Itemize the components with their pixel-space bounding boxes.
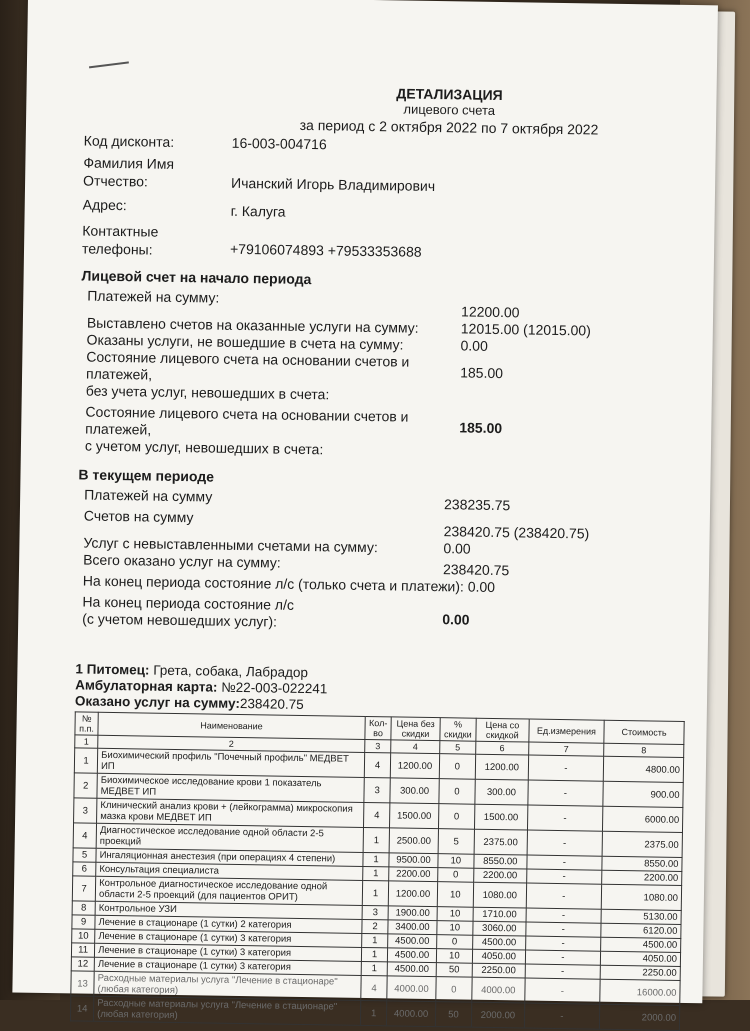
- table-cell-price: 300.00: [390, 778, 439, 804]
- current-payments-row: Платежей на сумму 238235.75: [84, 486, 511, 514]
- table-cell-unit: -: [526, 883, 602, 909]
- table-cell-price: 1200.00: [391, 753, 440, 779]
- table-cell-name: Клинический анализ крови + (лейкограмма) микроскопия мазка крови МЕДВЕТ ИП: [97, 798, 364, 827]
- table-cell-cost: 4050.00: [601, 951, 681, 966]
- start-state1-row: Состояние лицевого счета на основании счетов и платежей, без учета услуг, невошедших в счета: 185.00: [85, 348, 504, 403]
- table-cell-cost: 5130.00: [601, 909, 681, 924]
- current-uninvoiced-row: Услуг с невыставленными счетами на сумму: 0.00: [83, 534, 471, 557]
- table-cell-dprice: 4500.00: [473, 935, 526, 950]
- table-cell-n: 8: [72, 901, 95, 915]
- column-header: % скидки: [440, 718, 477, 742]
- table-cell-n: 6: [73, 862, 96, 876]
- pet-row: 1 Питомец: Грета, собака, Лабрадор: [75, 661, 309, 681]
- document-content: [70, 80, 695, 1030]
- column-number: 4: [391, 740, 439, 754]
- table-cell-price: 1500.00: [390, 803, 439, 829]
- table-cell-qty: 1: [362, 866, 389, 880]
- table-cell-qty: 1: [361, 933, 388, 947]
- table-cell-cost: 8550.00: [602, 856, 682, 871]
- table-cell-disc: 0: [439, 779, 476, 805]
- table-cell-n: 12: [71, 957, 94, 971]
- table-cell-unit: -: [527, 805, 603, 831]
- table-cell-n: 13: [71, 971, 94, 996]
- current-invoices-row: Счетов на сумму 238420.75 (238420.75): [83, 507, 590, 542]
- table-cell-name: Расходные материалы услуга "Лечение в стационаре" (любая категория): [94, 971, 361, 1000]
- current-end2-row: На конец периода состояние л/с (с учетом невошедших услуг): 0.00: [82, 593, 470, 630]
- table-cell-qty: 1: [361, 947, 388, 961]
- table-cell-price: 4500.00: [388, 948, 437, 963]
- table-cell-name: Контрольное диагностическое исследование одной области 2-5 проекций (для пациентов ОРИТ): [95, 876, 362, 905]
- table-cell-name: Консультация специалиста: [96, 862, 363, 880]
- document-period: за период с 2 октября 2022 по 7 октября 2022: [299, 116, 599, 138]
- table-cell-qty: 2: [362, 919, 389, 933]
- table-cell-dprice: 2200.00: [474, 868, 527, 883]
- table-cell-disc: 0: [437, 868, 474, 883]
- column-header: № п.п.: [75, 712, 98, 735]
- document-subtitle: лицевого счета: [403, 101, 496, 118]
- table-cell-unit: -: [528, 755, 604, 781]
- pen-mark: [89, 61, 129, 68]
- start-state2-row: Состояние лицевого счета на основании счетов и платежей, с учетом услуг, невошедших в счета: 185.00: [84, 403, 503, 458]
- column-header: Кол-во: [365, 716, 392, 739]
- table-cell-n: 1: [74, 748, 97, 773]
- table-cell-cost: 900.00: [603, 781, 683, 807]
- client-info: [82, 131, 694, 267]
- table-cell-price: 1200.00: [389, 881, 438, 907]
- table-cell-unit: -: [524, 1003, 600, 1029]
- table-cell-unit: -: [525, 936, 601, 951]
- column-header: Ед.измерения: [528, 719, 604, 743]
- table-cell-name: Лечение в стационаре (1 сутки) 3 категория: [94, 957, 361, 975]
- table-cell-dprice: 4050.00: [472, 949, 525, 964]
- table-cell-name: Биохимический профиль "Почечный профиль" МЕДВЕТ ИП: [97, 748, 364, 777]
- table-cell-name: Контрольное УЗИ: [95, 901, 362, 919]
- start-payments-row: Платежей на сумму: 12200.00: [87, 287, 520, 321]
- services-table: [70, 711, 685, 1031]
- document-page: [12, 0, 718, 1024]
- table-cell-qty: 1: [361, 961, 388, 975]
- table-cell-disc: 0: [436, 935, 473, 950]
- table-cell-disc: 10: [436, 921, 473, 936]
- table-cell-price: 3400.00: [388, 920, 437, 935]
- table-cell-disc: 50: [436, 963, 473, 978]
- table-cell-price: 4500.00: [388, 962, 437, 977]
- column-header: Цена без скидки: [391, 717, 440, 741]
- table-cell-dprice: 8550.00: [474, 854, 527, 869]
- current-end1-row: На конец периода состояние л/с (только счета и платежи): 0.00: [82, 572, 496, 595]
- table-cell-dprice: 1200.00: [475, 754, 528, 780]
- column-header: Наименование: [98, 712, 365, 739]
- table-cell-n: 3: [74, 798, 97, 823]
- discount-code-row: Код дисконта: 16-003-004716: [83, 132, 327, 153]
- table-cell-unit: -: [524, 978, 600, 1004]
- current-period-block: [76, 486, 688, 637]
- document-title: ДЕТАЛИЗАЦИЯ: [396, 85, 503, 104]
- table-cell-disc: 10: [436, 949, 473, 964]
- table-cell-cost: 2000.00: [600, 1004, 680, 1030]
- table-cell-unit: -: [526, 855, 602, 870]
- table-cell-disc: 50: [435, 1002, 472, 1028]
- table-cell-dprice: 3060.00: [473, 921, 526, 936]
- table-cell-price: 1900.00: [388, 906, 437, 921]
- table-cell-n: 14: [70, 996, 93, 1021]
- table-cell-disc: 10: [437, 907, 474, 922]
- table-cell-name: Биохимическое исследование крови 1 показатель МЕДВЕТ ИП: [97, 773, 364, 802]
- table-cell-dprice: 1500.00: [475, 804, 528, 830]
- column-number: 7: [528, 742, 604, 756]
- table-cell-unit: -: [525, 950, 601, 965]
- services-table-body: [70, 712, 684, 1031]
- table-cell-unit: -: [525, 964, 601, 979]
- table-cell-cost: 2200.00: [602, 870, 682, 885]
- services-sum-row: Оказано услуг на сумму:238420.75: [74, 693, 304, 712]
- table-cell-n: 4: [73, 823, 96, 848]
- table-cell-unit: -: [526, 908, 602, 923]
- table-cell-disc: 0: [439, 754, 476, 780]
- table-cell-disc: 10: [437, 882, 474, 908]
- table-cell-qty: 3: [364, 777, 391, 802]
- pet-info: [75, 661, 686, 719]
- table-cell-name: Ингаляционная анестезия (при операциях 4 степени): [96, 848, 363, 866]
- table-cell-price: 9500.00: [389, 853, 438, 868]
- client-name-row: Фамилия Имя Отчество: Ичанский Игорь Владимирович: [83, 154, 436, 194]
- column-number: 5: [439, 741, 476, 755]
- address-row: Адрес: г. Калуга: [82, 196, 286, 220]
- table-cell-n: 2: [74, 773, 97, 798]
- table-cell-qty: 4: [364, 752, 391, 777]
- column-header: Цена со скидкой: [476, 718, 529, 742]
- table-cell-disc: 0: [438, 804, 475, 830]
- table-cell-dprice: 300.00: [475, 779, 528, 805]
- table-cell-disc: 0: [435, 977, 472, 1003]
- start-period-block: [79, 287, 692, 464]
- table-cell-cost: 6120.00: [601, 923, 681, 938]
- start-invoiced-row: Выставлено счетов на оказанные услуги на сумму: 12015.00 (12015.00): [86, 314, 591, 339]
- start-not-invoiced-row: Оказаны услуги, не вошедшие в счета на сумму: 0.00: [86, 331, 488, 354]
- column-number: 2: [98, 735, 365, 752]
- table-cell-n: 11: [71, 943, 94, 957]
- table-cell-cost: 6000.00: [603, 806, 683, 832]
- table-cell-qty: 4: [361, 975, 388, 1000]
- table-cell-cost: 16000.00: [600, 979, 680, 1005]
- table-cell-disc: 10: [438, 854, 475, 869]
- table-cell-cost: 1080.00: [601, 884, 681, 910]
- table-cell-dprice: 1710.00: [473, 907, 526, 922]
- table-cell-name: Лечение в стационаре (1 сутки) 3 категория: [95, 929, 362, 947]
- table-cell-n: 7: [72, 876, 95, 901]
- table-cell-qty: 1: [360, 1000, 387, 1025]
- table-cell-qty: 3: [362, 905, 389, 919]
- table-cell-unit: -: [525, 922, 601, 937]
- table-cell-dprice: 1080.00: [473, 882, 526, 908]
- column-number: 1: [75, 735, 98, 748]
- phones-row: Контактные телефоны: +79106074893 +79533353688: [81, 222, 422, 260]
- table-cell-qty: 1: [363, 827, 390, 852]
- table-cell-unit: -: [526, 869, 602, 884]
- table-cell-n: 10: [72, 929, 95, 943]
- column-number: 8: [604, 743, 684, 757]
- table-cell-qty: 1: [363, 852, 390, 866]
- column-number: 6: [476, 741, 529, 755]
- table-cell-dprice: 2000.00: [471, 1002, 524, 1028]
- table-cell-dprice: 2375.00: [474, 829, 527, 855]
- card-row: Амбулаторная карта: №22-003-022241: [75, 677, 328, 697]
- table-cell-unit: -: [527, 780, 603, 806]
- table-cell-name: Диагностическое исследование одной области 2-5 проекций: [96, 823, 363, 852]
- table-cell-n: 9: [72, 915, 95, 929]
- table-cell-unit: -: [527, 830, 603, 856]
- table-cell-cost: 2250.00: [600, 965, 680, 980]
- column-header: Стоимость: [604, 720, 684, 744]
- table-cell-cost: 4500.00: [601, 937, 681, 952]
- table-cell-cost: 4800.00: [603, 756, 683, 782]
- table-cell-dprice: 2250.00: [472, 963, 525, 978]
- table-cell-price: 2200.00: [389, 867, 438, 882]
- table-cell-price: 4000.00: [387, 1001, 436, 1027]
- table-cell-price: 4500.00: [388, 934, 437, 949]
- table-cell-cost: 2375.00: [602, 831, 682, 857]
- table-cell-name: Лечение в стационаре (1 сутки) 3 категория: [95, 943, 362, 961]
- table-cell-price: 2500.00: [389, 828, 438, 854]
- current-period-heading: В текущем периоде: [78, 466, 215, 485]
- table-cell-name: Лечение в стационаре (1 сутки) 2 категория: [95, 915, 362, 933]
- start-period-heading: Лицевой счет на начало периода: [81, 267, 312, 288]
- table-cell-qty: 4: [363, 802, 390, 827]
- table-cell-n: 5: [73, 848, 96, 862]
- current-total-row: Всего оказано услуг на сумму: 238420.75: [83, 551, 510, 579]
- table-cell-dprice: 4000.00: [472, 977, 525, 1003]
- table-cell-name: Расходные материалы услуга "Лечение в стационаре" (любая категория): [94, 996, 361, 1025]
- table-cell-price: 4000.00: [387, 976, 436, 1002]
- table-cell-disc: 5: [438, 829, 475, 855]
- table-cell-qty: 1: [362, 880, 389, 905]
- column-number: 3: [364, 739, 391, 752]
